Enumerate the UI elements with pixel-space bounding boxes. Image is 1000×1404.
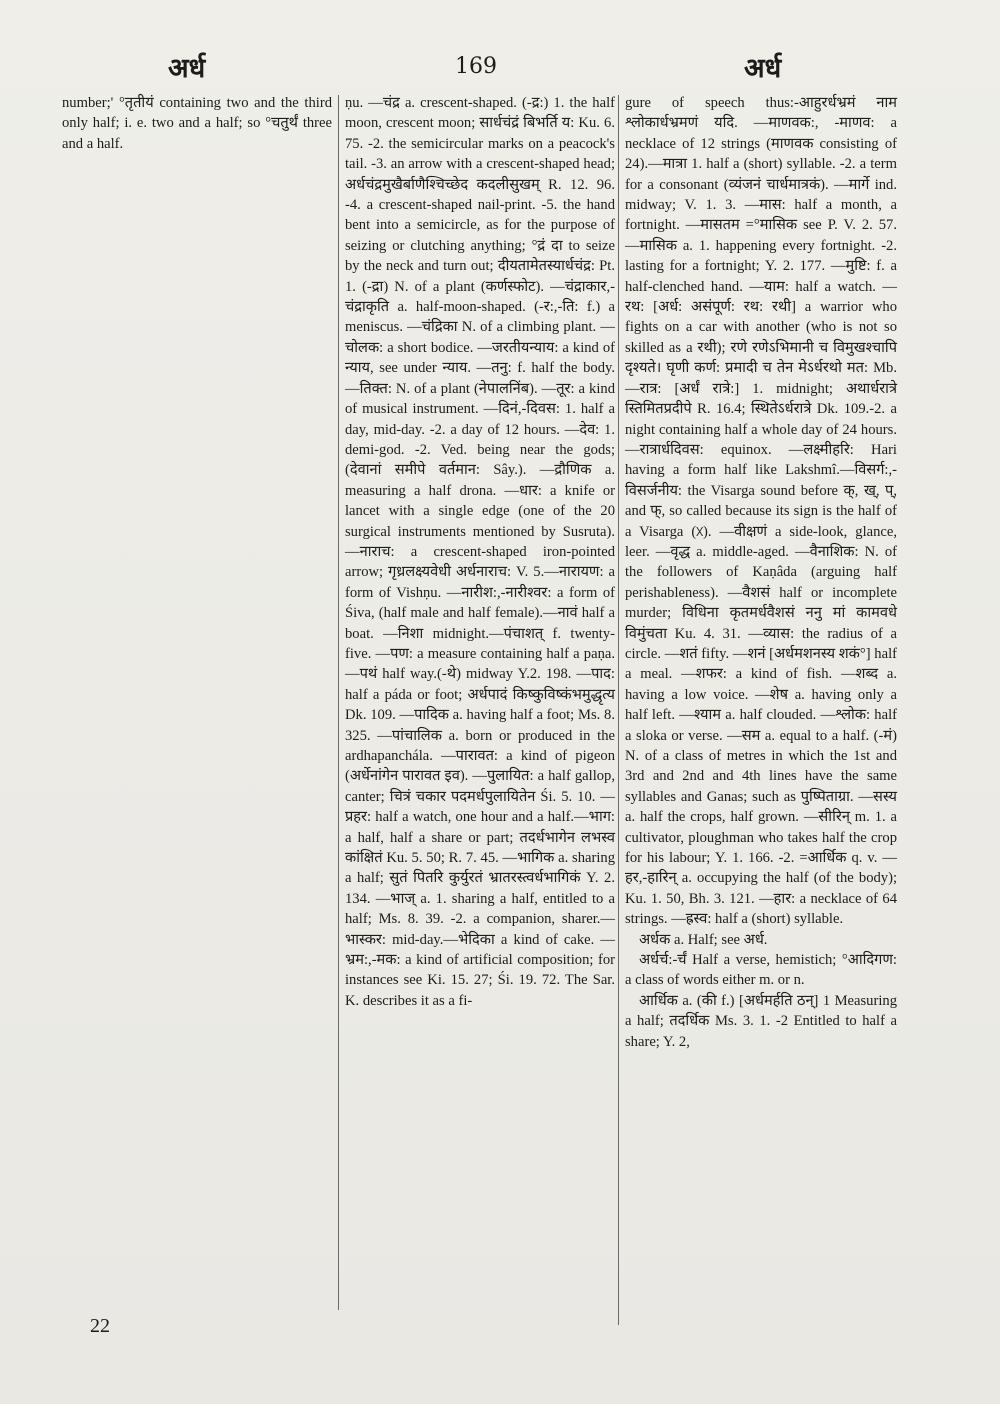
column-3 [625,93,897,1052]
signature-mark: 22 [90,1315,110,1337]
entry-ardhika: आर्धिक a. (की f.) [अर्धमर्हति ठन्] 1 Measuring a half; तदर्धिक Ms. 3. 1. -2 Entitled to half a share; Y. 2, [625,992,897,1050]
entry-ardharcha: अर्धर्च:-र्चं Half a verse, hemistich; °आदिगण: a class of words either m. or n. [625,952,897,989]
left-headword: अर्ध [168,53,206,84]
entry-paragraph: number;' °तृतीयं containing two and the third only half; i. e. two and a half; so °चतुर्थं three and a half. [62,95,332,152]
entry-ardhaka: अर्धक a. Half; see अर्ध. [639,931,768,948]
column-divider-1 [338,95,339,1310]
column-divider-2 [618,95,619,1325]
entry-paragraph: ṇu. —चंद्र a. crescent-shaped. (-द्र:) 1. the half moon, crescent moon; सार्धचंद्रं बिभर्ति य: Ku. 6. 75. -2. the semicircular marks on a peacock's tail. -3. an arrow with a crescent-shaped head; अर्धचंद्रमुखैर्बाणैश्चिच्छेद कदलीसुखम् R. 12. 96. -4. a crescent-shaped nail-print. -5. the hand bent into a semicircle, as for the purpose of seizing or clutching anything; °द्रं दा to seize by the neck and turn out; दीयतामेतस्यार्धचंद्र: Pt. 1. (-द्रा) N. of a plant (कर्णस्फोट). —चंद्राकार,-चंद्राकृति a. half-moon-shaped. (-र:,-ति: f.) a meniscus. —चंद्रिका N. of a climbing plant. —चोलक: a short bodice. —जरतीयन्याय: a kind of न्याय, see under न्याय. —तनु: f. half the body. —तिक्त: N. of a plant (नेपालनिंब). —तूर: a kind of musical instrument. —दिनं,-दिवस: 1. half a day, mid-day. -2. a day of 12 hours. —देव: 1. demi-god. -2. Ved. being near the gods; (देवानां समीपे वर्तमान: Sây.). —द्रौणिक a. measuring a half drona. —धार: a knife or lancet with a single edge (one of the 20 surgical instruments mentioned by Susruta). —नाराच: a crescent-shaped iron-pointed arrow; गृध्रलक्ष्यवेधी अर्धनाराच: V. 5.—नारायण: a form of Vishṇu. —नारीश:,-नारीश्वर: a form of Śiva, (half male and half female).—नावं half a boat. —निशा midnight.—पंचाशत् f. twenty-five. —पण: a measure containing half a paṇa. —पथं half way.(-थे) midway Y.2. 198. —पाद: half a páda or foot; अर्धपादं किष्कुविष्कंभमुद्धृत्य Dk. 109. —पादिक a. having half a foot; Ms. 8. 325. —पांचालिक a. born or produced in the ardhapanchála. —पारावत: a kind of pigeon (अर्धेनांगेन पारावत इव). —पुलायित: a half gallop, canter; चित्रं चकार पदमर्धपुलायितेन Śi. 5. 10. —प्रहर: half a watch, one hour and a half.—भाग: a half, half a share or part; तदर्धभागेन लभस्व कांक्षितं Ku. 5. 50; R. 7. 45. —भागिक a. sharing a half; सुतं पितरि कुर्युरतं भ्रातरस्त्वर्धभागिकं Y. 2. 134. —भाज् a. 1. sharing a half, entitled to a half; Ms. 8. 39. -2. a companion, sharer.—भास्कर: mid-day.—भेदिका a kind of cake. —भ्रम:,-मक: a kind of artificial composition; for instances see Ki. 15. 27; Śi. 19. 72. The Sar. K. describes it as a fi- [345,95,615,1009]
column-1 [62,93,332,154]
entry-paragraph: gure of speech thus:-आहुरर्धभ्रमं नाम श्लोकार्धभ्रमणं यदि. —माणवक:, -माणव: a necklace of 12 strings (माणवक consisting of 24).—मात्रा 1. half a (short) syllable. -2. a term for a consonant (व्यंजनं चार्धमात्रकं). —मार्गे ind. midway; V. 1. 3. —मास: half a month, a fortnight. —मासतम =°मासिक see P. V. 2. 57. —मासिक a. 1. happening every fortnight. -2. lasting for a fortnight; Y. 2. 177. —मुष्टि: f. a half-clenched hand. —याम: half a watch. —रथ: [अर्ध: असंपूर्ण: रथ: रथी] a warrior who fights on a car with another (who is not so skilled as a रथी); रणे रणेऽभिमानी च विमुखश्चापि दृश्यते। घृणी कर्ण: प्रमादी च तेन मेऽर्धरथो मत: Mb. —रात्र: [अर्धं रात्रे:] 1. midnight; अथार्धरात्रे स्तिमितप्रदीपे R. 16.4; स्थितेऽर्धरात्रे Dk. 109.-2. a night containing half a whole day of 24 hours. —रात्रार्धदिवस: equinox. —लक्ष्मीहरि: Hari having a form half like Lakshmî.—विसर्ग:,-विसर्जनीय: the Visarga sound before क्, ख्, प्, and फ्, so called because its sign is the half of a Visarga (ᳵ). —वीक्षणं a side-look, glance, leer. —वृद्ध a. middle-aged. —वैनाशिक: N. of the followers of Kaṇâda (arguing half perishableness). —वैशसं half or incomplete murder; विधिना कृतमर्धवैशसं ननु मां कामवधे विमुंचता Ku. 4. 31. —व्यास: the radius of a circle. —शतं fifty. —शनं [अर्धमशनस्य शकं°] half a meal. —शफर: a kind of fish. —शब्द a. having a low voice. —शेष a. having only a half left. —श्याम a. half clouded. —श्लोक: half a sloka or verse. —सम a. equal to a half. (-मं) N. of a class of metres in which the 1st and 3rd and 2nd and 4th lines have the same syllables and Ganas; such as पुष्पिताग्रा. —सस्य a. half the crops, half grown. —सीरिन् m. 1. a cultivator, ploughman who takes half the crop for his labour; Y. 1. 166. -2. =आर्धिक q. v. —हर,-हारिन् a. occupying the half (of the body); Ku. 1. 50, Bh. 3. 121. —हार: a necklace of 64 strings. —ह्रस्व: half a (short) syllable. [625,95,897,928]
page-header [0,48,1000,94]
page-number: 169 [455,54,497,79]
column-2 [345,93,615,1011]
right-headword: अर्ध [744,53,782,84]
